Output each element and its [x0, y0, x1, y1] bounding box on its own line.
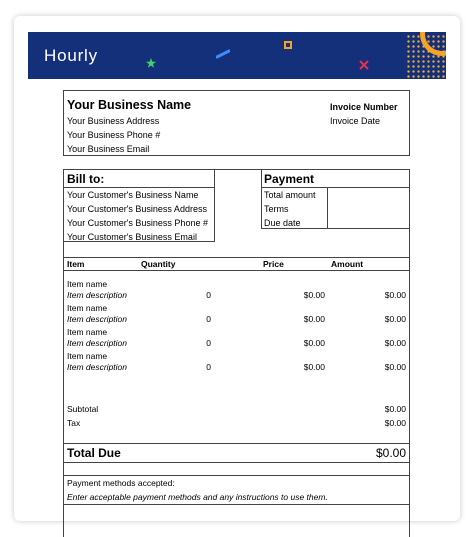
business-email: Your Business Email — [67, 144, 150, 154]
col-quantity: Quantity — [141, 259, 176, 269]
business-name: Your Business Name — [67, 98, 192, 112]
invoice-number-label: Invoice Number — [330, 102, 398, 112]
bill-to-title: Bill to: — [67, 172, 105, 186]
brand-logo: Hourly — [44, 46, 98, 65]
item-name: Item name — [67, 303, 108, 313]
item-quantity: 0 — [206, 314, 211, 324]
item-price: $0.00 — [303, 362, 325, 372]
cross-icon — [359, 60, 369, 70]
tax-value: $0.00 — [384, 418, 406, 428]
item-amount: $0.00 — [384, 314, 406, 324]
item-description: Item description — [67, 338, 127, 348]
brand-banner — [28, 32, 446, 79]
item-price: $0.00 — [303, 290, 325, 300]
col-item: Item — [67, 259, 85, 269]
item-amount: $0.00 — [384, 362, 406, 372]
item-amount: $0.00 — [384, 338, 406, 348]
square-icon — [284, 41, 292, 49]
col-price: Price — [263, 259, 284, 269]
customer-address: Your Customer's Business Address — [67, 204, 207, 214]
item-description: Item description — [67, 290, 127, 300]
due-date-label: Due date — [264, 218, 301, 228]
item-name: Item name — [67, 279, 108, 289]
item-description: Item description — [67, 314, 127, 324]
tax-label: Tax — [67, 418, 81, 428]
item-name: Item name — [67, 327, 108, 337]
subtotal-label: Subtotal — [67, 404, 99, 414]
payment-methods-instructions: Enter acceptable payment methods and any instructions to use them. — [67, 492, 328, 502]
customer-phone: Your Customer's Business Phone # — [67, 218, 208, 228]
item-price: $0.00 — [303, 314, 325, 324]
item-price: $0.00 — [303, 338, 325, 348]
business-address: Your Business Address — [67, 116, 160, 126]
dash-icon — [216, 49, 230, 59]
customer-email: Your Customer's Business Email — [67, 232, 197, 242]
payment-methods-label: Payment methods accepted: — [67, 478, 175, 488]
item-quantity: 0 — [206, 362, 211, 372]
item-amount: $0.00 — [384, 290, 406, 300]
star-icon — [146, 58, 156, 68]
payment-title: Payment — [264, 172, 315, 186]
total-due-value: $0.00 — [375, 446, 406, 460]
item-description: Item description — [67, 362, 127, 372]
invoice-date-label: Invoice Date — [330, 116, 381, 126]
col-amount: Amount — [331, 259, 364, 269]
total-due-label: Total Due — [67, 446, 121, 460]
total-amount-label: Total amount — [264, 190, 316, 200]
subtotal-value: $0.00 — [384, 404, 406, 414]
customer-name: Your Customer's Business Name — [67, 190, 199, 200]
item-name: Item name — [67, 351, 108, 361]
item-quantity: 0 — [206, 290, 211, 300]
terms-label: Terms — [264, 204, 289, 214]
item-quantity: 0 — [206, 338, 211, 348]
business-phone: Your Business Phone # — [67, 130, 161, 140]
